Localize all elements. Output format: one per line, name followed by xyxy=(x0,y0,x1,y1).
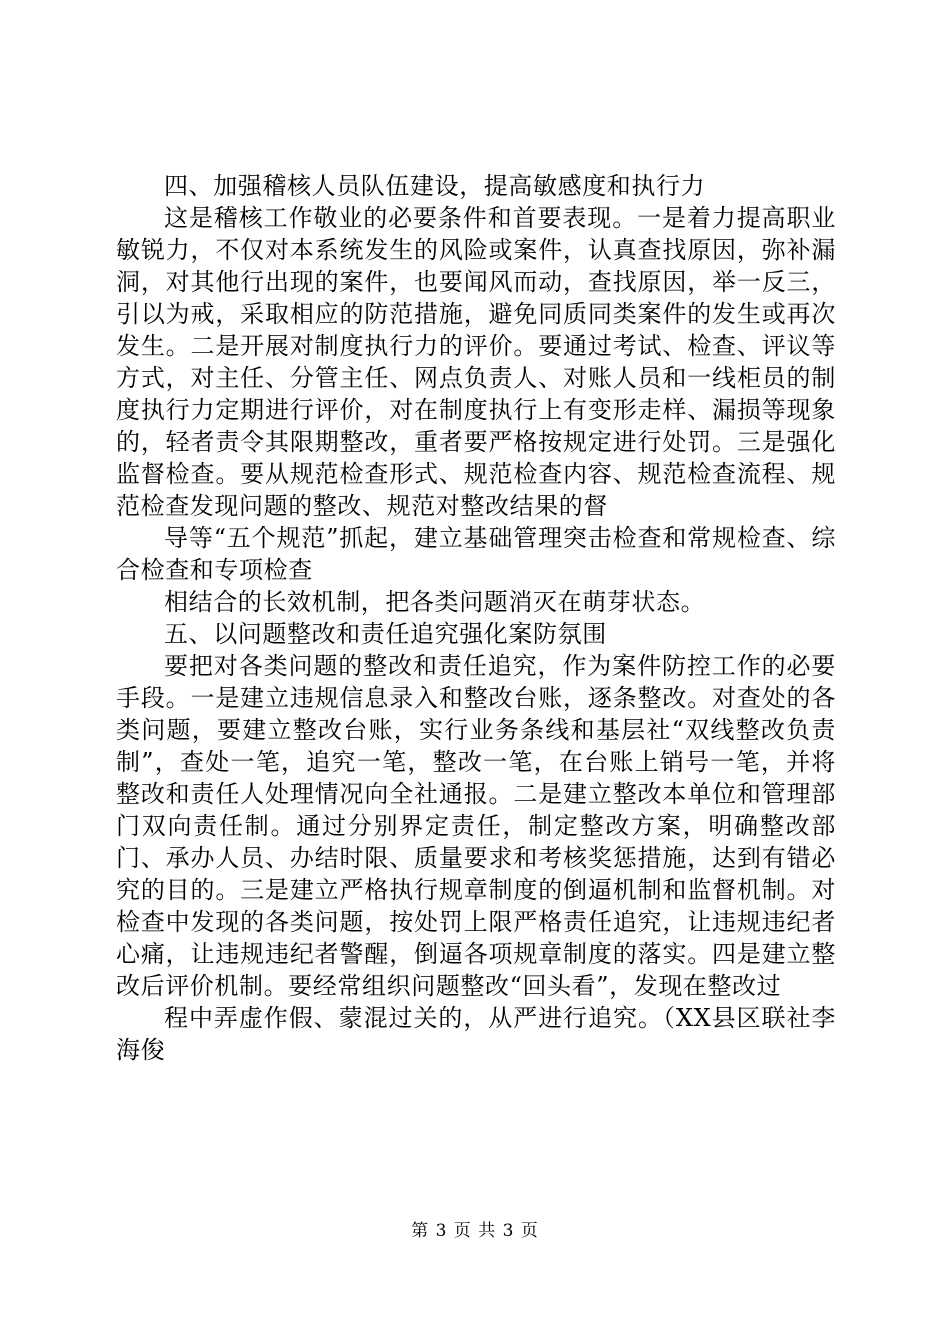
section-heading-5: 五、以问题整改和责任追究强化案防氛围 xyxy=(164,620,607,648)
paragraph: 要把对各类问题的整改和责任追究，作为案件防控工作的必要手段。一是建立违规信息录入和整改台账，逐条整改。对查处的各类问题，要建立整改台账，实行业务条线和基层社“双线整改负责制”，查处一笔，追究一笔，整改一笔，在台账上销号一笔，并将整改和责任人处理情况向全社通报。二是建立整改本单位和管理部门双向责任制。通过分别界定责任，制定整改方案，明确整改部门、承办人员、办结时限、质量要求和考核奖惩措施，达到有错必究的目的。三是建立严格执行规章制度的倒逼机制和监督机制。对检查中发现的各类问题，按处罚上限严格责任追究，让违规违纪者心痛，让违规违纪者警醒，倒逼各项规章制度的落实。四是建立整改后评价机制。要经常组织问题整改“回头看”，发现在整改过 xyxy=(116,652,836,1000)
section-heading-4: 四、加强稽核人员队伍建设，提高敏感度和执行力 xyxy=(164,172,706,200)
paragraph: 这是稽核工作敬业的必要条件和首要表现。一是着力提高职业敏锐力，不仅对本系统发生的风险或案件，认真查找原因，弥补漏洞，对其他行出现的案件，也要闻风而动，查找原因，举一反三，引以为戒，采取相应的防范措施，避免同质同类案件的发生或再次发生。二是开展对制度执行力的评价。要通过考试、检查、评议等方式，对主任、分管主任、网点负责人、对账人员和一线柜员的制度执行力定期进行评价，对在制度执行上有变形走样、漏损等现象的，轻者责令其限期整改，重者要严格按规定进行处罚。三是强化监督检查。要从规范检查形式、规范检查内容、规范检查流程、规范检查发现问题的整改、规范对整改结果的督 xyxy=(116,204,836,520)
page-number-footer: 第 3 页 共 3 页 xyxy=(411,1221,539,1241)
paragraph: 导等“五个规范”抓起，建立基础管理突击检查和常规检查、综合检查和专项检查 xyxy=(116,524,836,584)
document-body xyxy=(116,170,836,1066)
paragraph: 程中弄虚作假、蒙混过关的，从严进行追究。（XX县区联社李海俊 xyxy=(116,1004,836,1064)
paragraph: 相结合的长效机制，把各类问题消灭在萌芽状态。 xyxy=(164,588,706,616)
